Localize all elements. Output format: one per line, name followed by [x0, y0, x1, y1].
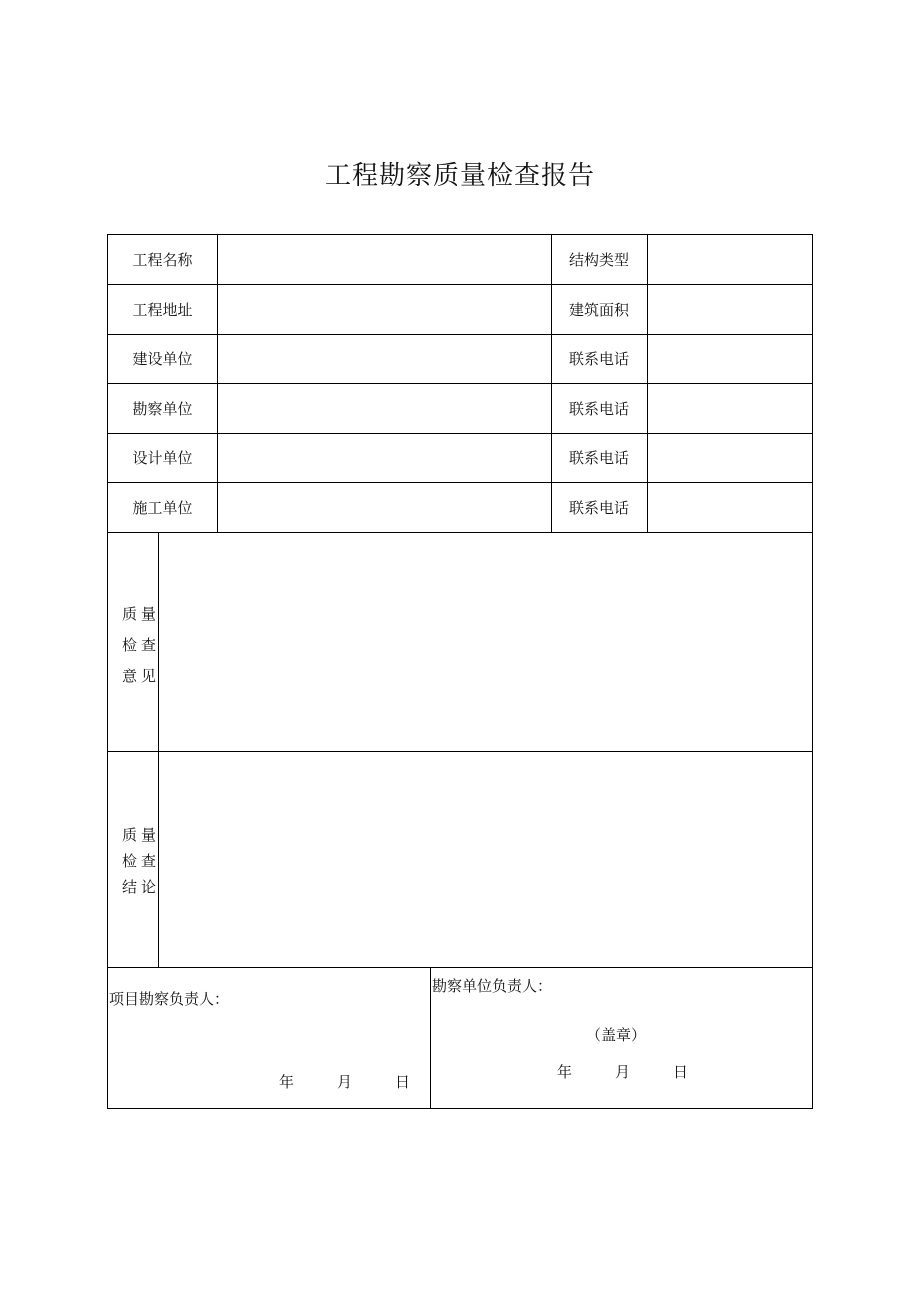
project-lead-label: 项目勘察负责人： — [109, 990, 230, 1008]
unit-lead-month: 月 — [615, 1063, 631, 1081]
signature-divider — [430, 967, 431, 1109]
field-inspection-opinion[interactable] — [159, 533, 812, 751]
label-design-unit: 设计单位 — [132, 449, 193, 467]
column-divider — [551, 235, 552, 533]
inspection-form — [107, 234, 813, 1109]
label-building-area: 建筑面积 — [568, 301, 629, 319]
project-lead-year: 年 — [279, 1073, 295, 1091]
unit-lead-day: 日 — [673, 1063, 689, 1081]
opinion-label-line: 意见 — [121, 667, 160, 685]
label-structure-type: 结构类型 — [568, 251, 629, 269]
conclusion-label-line: 检查 — [121, 852, 160, 870]
unit-lead-year: 年 — [557, 1063, 573, 1081]
label-survey-unit: 勘察单位 — [132, 400, 193, 418]
field-structure-type[interactable] — [648, 235, 812, 284]
label-contact-phone: 联系电话 — [568, 400, 629, 418]
conclusion-label-line: 质量 — [121, 826, 160, 844]
field-design-phone[interactable] — [648, 434, 812, 482]
field-inspection-conclusion[interactable] — [159, 752, 812, 967]
field-project-address[interactable] — [218, 285, 551, 334]
label-project-address: 工程地址 — [132, 301, 193, 319]
label-construction-unit: 建设单位 — [132, 350, 193, 368]
seal-text: （盖章） — [586, 1026, 647, 1044]
field-project-name[interactable] — [218, 235, 551, 284]
opinion-label-line: 质量 — [121, 605, 160, 623]
unit-lead-label: 勘察单位负责人： — [432, 977, 553, 995]
opinion-label — [108, 599, 160, 692]
field-builder-phone[interactable] — [648, 483, 812, 532]
conclusion-label — [108, 822, 160, 900]
project-lead-month: 月 — [337, 1073, 353, 1091]
label-builder-unit: 施工单位 — [132, 499, 193, 517]
conclusion-label-line: 结论 — [121, 878, 160, 896]
label-contact-phone: 联系电话 — [568, 350, 629, 368]
section-divider — [108, 967, 812, 968]
field-survey-unit[interactable] — [218, 384, 551, 433]
field-construction-unit[interactable] — [218, 335, 551, 383]
field-building-area[interactable] — [648, 285, 812, 334]
field-construction-phone[interactable] — [648, 335, 812, 383]
document-title: 工程勘察质量检查报告 — [324, 161, 595, 191]
label-contact-phone: 联系电话 — [568, 449, 629, 467]
field-design-unit[interactable] — [218, 434, 551, 482]
field-builder-unit[interactable] — [218, 483, 551, 532]
label-contact-phone: 联系电话 — [568, 499, 629, 517]
project-lead-day: 日 — [395, 1073, 411, 1091]
opinion-label-line: 检查 — [121, 636, 160, 654]
label-project-name: 工程名称 — [132, 251, 193, 269]
field-survey-phone[interactable] — [648, 384, 812, 433]
